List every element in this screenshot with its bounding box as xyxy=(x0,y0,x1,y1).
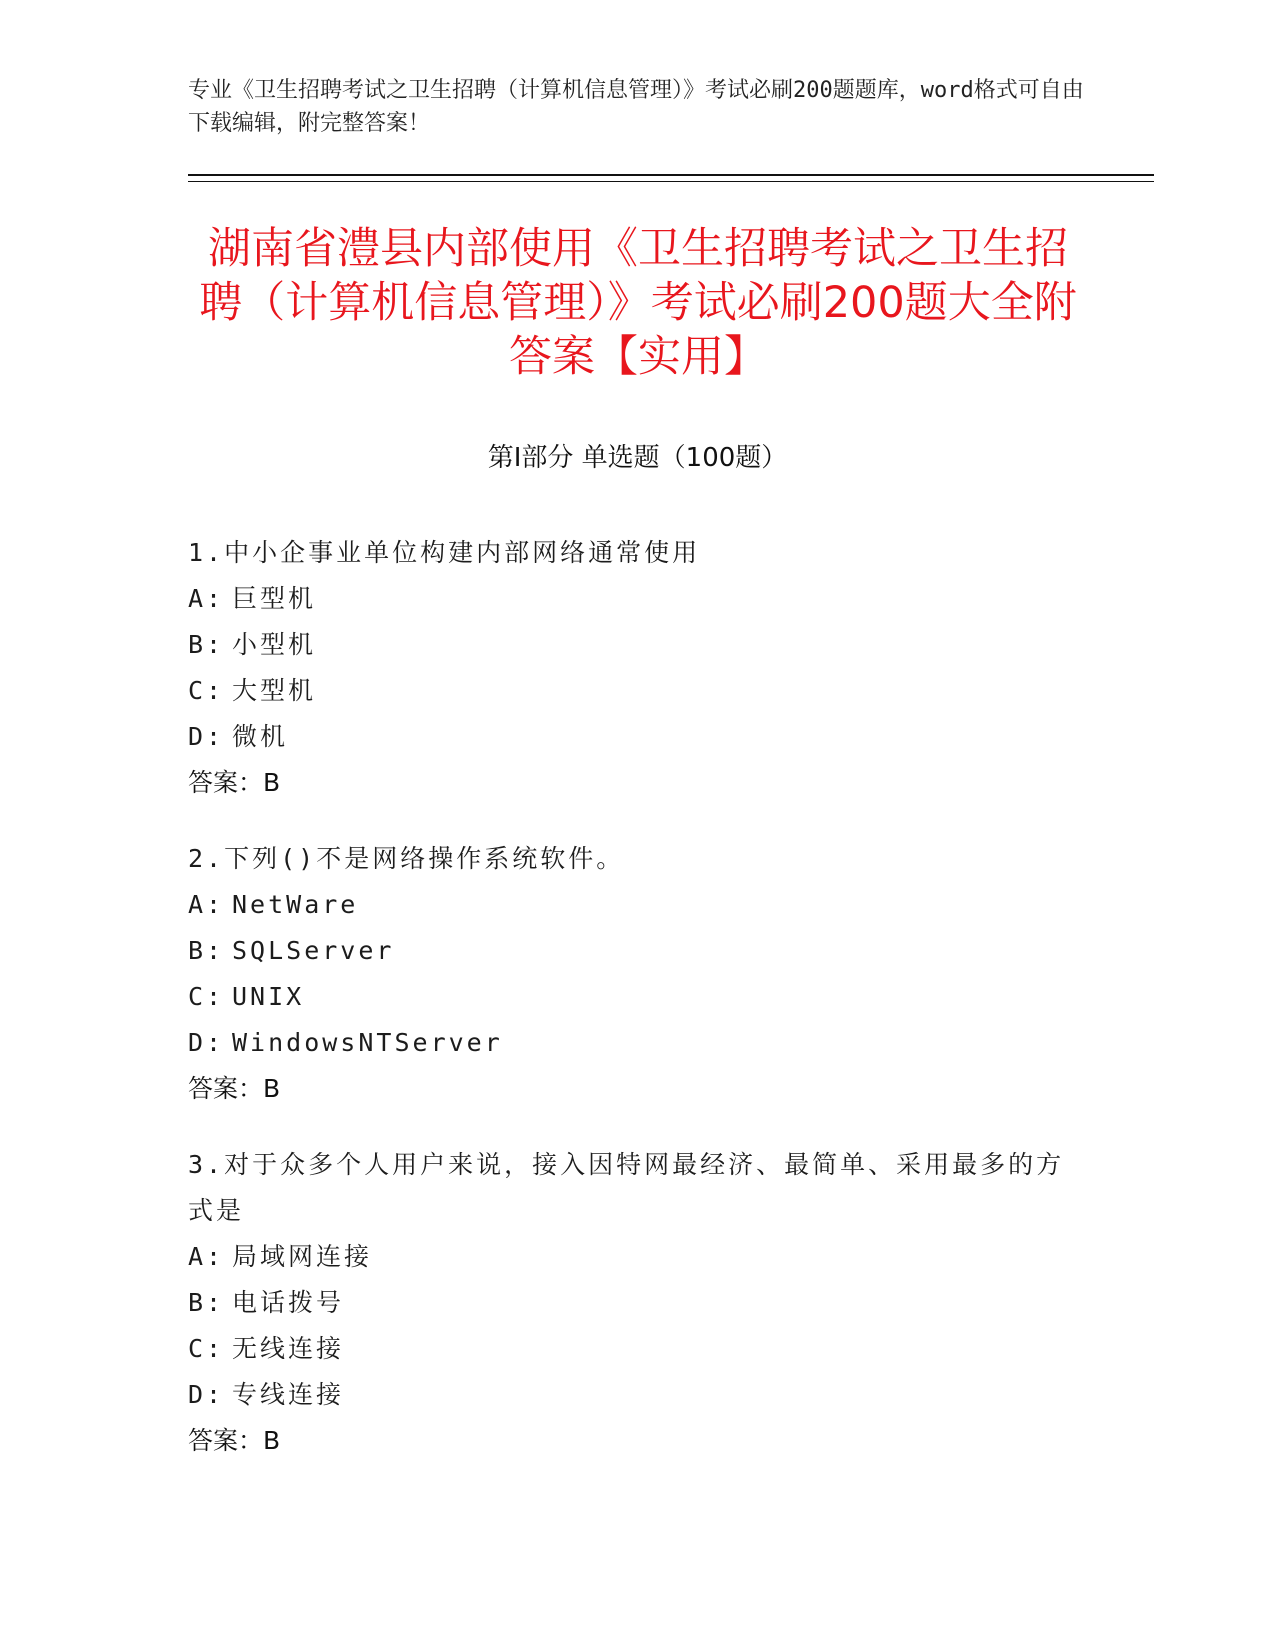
option-letter: D: xyxy=(188,1380,225,1409)
option-letter: D: xyxy=(188,1028,225,1057)
answer-line: 答案：B xyxy=(188,768,281,797)
question-stem: 3.对于众多个人用户来说，接入因特网最经济、最简单、采用最多的方式是 xyxy=(188,1150,1065,1225)
question-stem: 2.下列()不是网络操作系统软件。 xyxy=(188,844,625,873)
option-text: UNIX xyxy=(232,982,305,1011)
option-text: 小型机 xyxy=(232,630,317,659)
option-b xyxy=(188,622,1068,668)
option-text: 局域网连接 xyxy=(232,1242,373,1271)
document-title: 湖南省澧县内部使用《卫生招聘考试之卫生招聘（计算机信息管理）》考试必刷200题大全附答案【实用】 xyxy=(199,224,1077,382)
option-text: WindowsNTServer xyxy=(232,1028,503,1057)
option-text: 大型机 xyxy=(232,676,317,705)
option-letter: C: xyxy=(188,1334,225,1363)
option-text: 无线连接 xyxy=(232,1334,345,1363)
option-letter: A: xyxy=(188,584,225,613)
option-letter: B: xyxy=(188,630,225,659)
option-b xyxy=(188,1280,1068,1326)
document-header: 专业《卫生招聘考试之卫生招聘（计算机信息管理）》考试必刷200题题库，word格式可自由下载编辑，附完整答案！ xyxy=(188,78,1084,136)
header-divider-thick xyxy=(188,174,1154,176)
option-a xyxy=(188,576,1068,622)
option-text: 微机 xyxy=(232,722,289,751)
option-letter: B: xyxy=(188,936,225,965)
option-text: SQLServer xyxy=(232,936,395,965)
question-stem: 1.中小企事业单位构建内部网络通常使用 xyxy=(188,538,701,567)
option-c xyxy=(188,974,1068,1020)
option-letter: A: xyxy=(188,890,225,919)
answer-line: 答案：B xyxy=(188,1074,281,1103)
option-letter: C: xyxy=(188,676,225,705)
option-letter: A: xyxy=(188,1242,225,1271)
option-d xyxy=(188,714,1068,760)
option-a xyxy=(188,882,1068,928)
header-divider-thin xyxy=(188,181,1154,182)
question-item xyxy=(188,530,1068,806)
option-text: 专线连接 xyxy=(232,1380,345,1409)
option-c xyxy=(188,668,1068,714)
option-c xyxy=(188,1326,1068,1372)
option-d xyxy=(188,1020,1068,1066)
option-text: NetWare xyxy=(232,890,359,919)
option-text: 电话拨号 xyxy=(232,1288,345,1317)
question-list xyxy=(188,530,1068,1494)
question-item xyxy=(188,1142,1068,1464)
option-text: 巨型机 xyxy=(232,584,317,613)
option-d xyxy=(188,1372,1068,1418)
option-a xyxy=(188,1234,1068,1280)
answer-line: 答案：B xyxy=(188,1426,281,1455)
question-item xyxy=(188,836,1068,1112)
option-letter: D: xyxy=(188,722,225,751)
option-b xyxy=(188,928,1068,974)
option-letter: B: xyxy=(188,1288,225,1317)
option-letter: C: xyxy=(188,982,225,1011)
section-title: 第Ⅰ部分 单选题（100题） xyxy=(487,443,788,473)
